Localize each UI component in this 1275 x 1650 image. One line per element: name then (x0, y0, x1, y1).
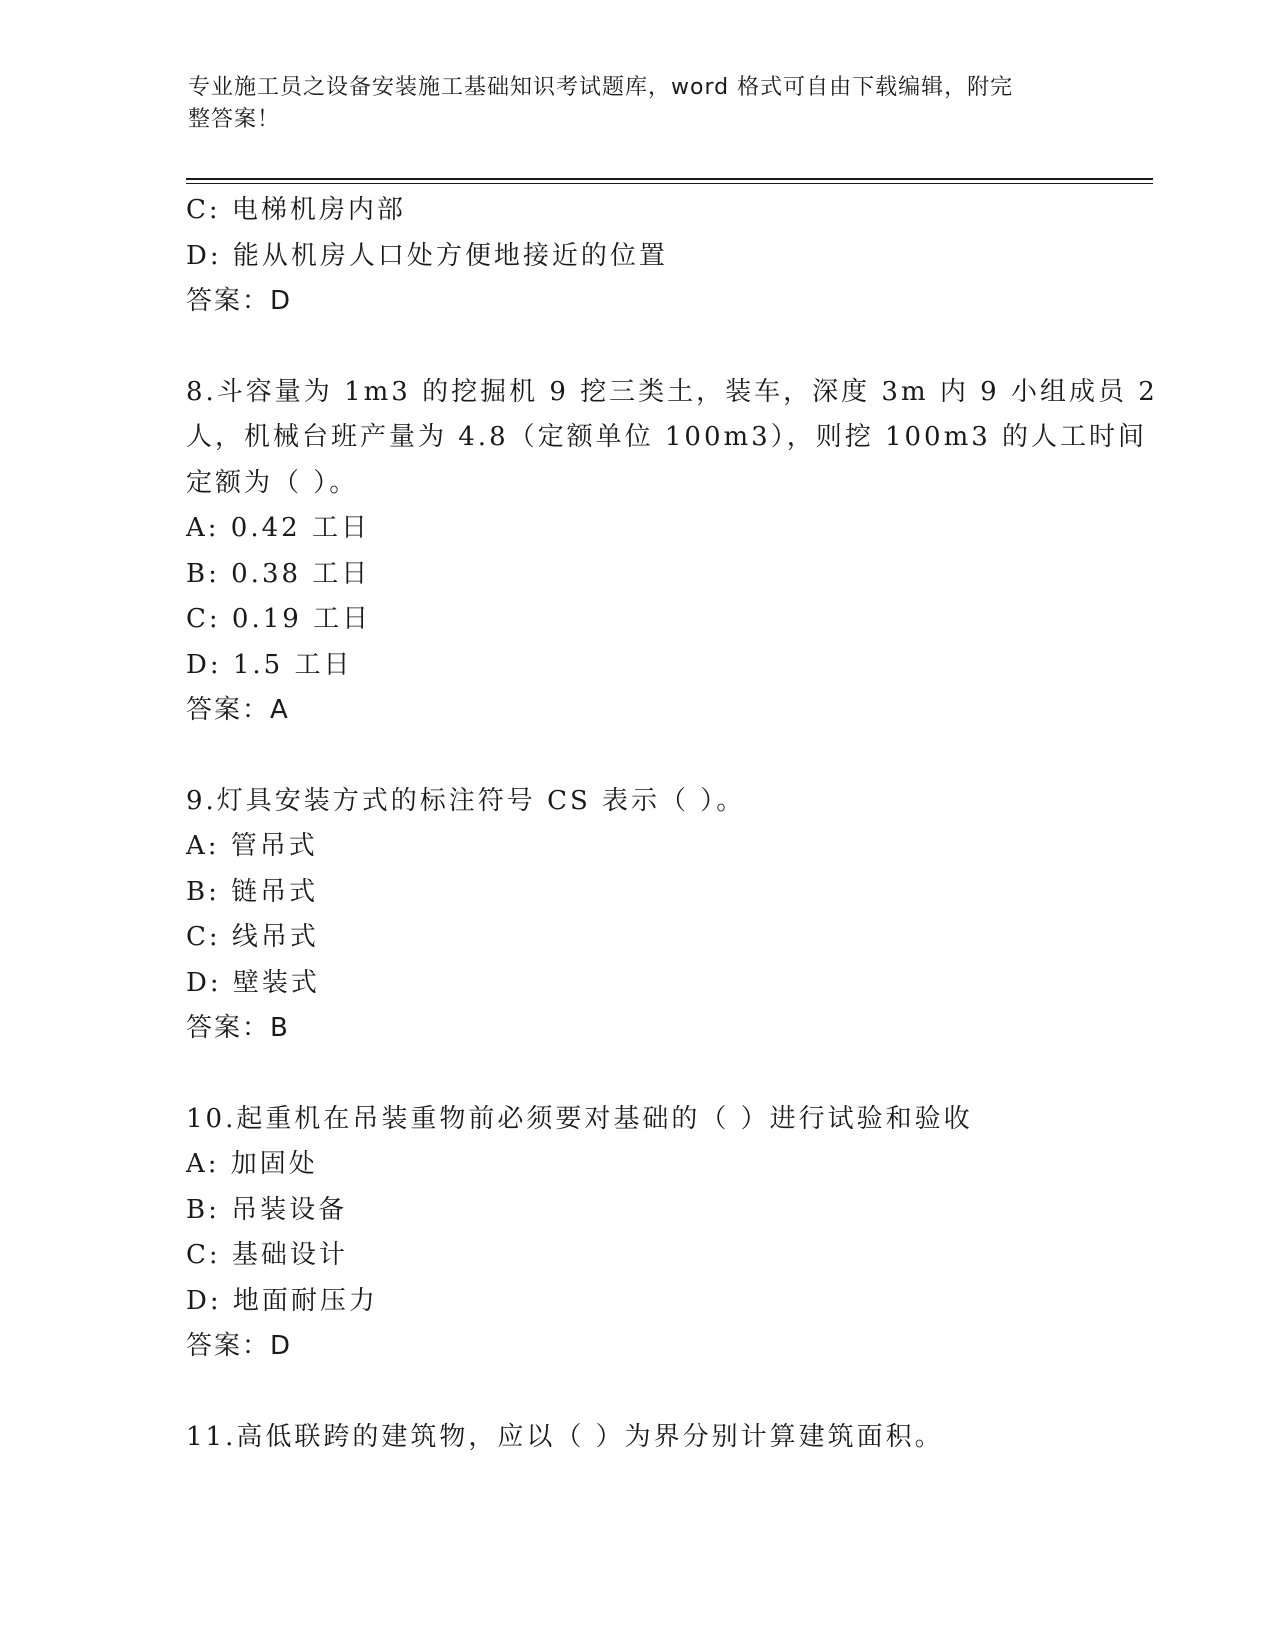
question-stem-line: 9.灯具安装方式的标注符号 CS 表示（ ）。 (186, 785, 746, 816)
option-d: D: 地面耐压力 (186, 1285, 378, 1316)
option-c: C: 0.19 工日 (186, 604, 372, 634)
question-stem-line: 人，机械台班产量为 4.8（定额单位 100m3），则挖 100m3 的人工时间 (186, 422, 1148, 452)
answer-line: 答案：D (186, 286, 293, 316)
option-b: B: 吊装设备 (186, 1194, 348, 1225)
answer-line: 答案：B (186, 1013, 290, 1043)
header-divider-thick (186, 178, 1153, 180)
option-a: A: 加固处 (186, 1149, 318, 1179)
question-stem-line: 8.斗容量为 1m3 的挖掘机 9 挖三类土，装车，深度 3m 内 9 小组成员 2 (186, 376, 1158, 407)
answer-line: 答案：D (186, 1331, 293, 1361)
header-divider-thin (186, 183, 1153, 184)
option-a: A: 0.42 工日 (186, 513, 370, 543)
option-d: D: 1.5 工日 (186, 649, 353, 680)
carryover-block (186, 188, 1086, 325)
option-c: C: 基础设计 (186, 1240, 348, 1270)
option-b: B: 链吊式 (186, 876, 319, 907)
question-content (186, 188, 1158, 1460)
question-10 (186, 1097, 1086, 1370)
question-9 (186, 779, 1086, 1052)
option-b: B: 0.38 工日 (186, 558, 371, 589)
answer-line: 答案：A (186, 695, 290, 725)
document-header (188, 72, 1068, 136)
question-stem-line: 定额为（ ）。 (186, 467, 359, 498)
header-line-2: 整答案！ (188, 107, 281, 132)
option-d: D: 壁装式 (186, 967, 320, 998)
option-d: D: 能从机房人口处方便地接近的位置 (186, 240, 668, 271)
option-c: C: 电梯机房内部 (186, 195, 406, 225)
question-11 (186, 1415, 1086, 1461)
header-line-1: 专业施工员之设备安装施工基础知识考试题库，word 格式可自由下载编辑，附完 (188, 75, 1014, 100)
option-a: A: 管吊式 (186, 831, 318, 861)
question-stem-line: 10.起重机在吊装重物前必须要对基础的（ ）进行试验和验收 (186, 1103, 973, 1134)
option-c: C: 线吊式 (186, 922, 319, 952)
question-8 (186, 370, 1158, 734)
question-stem-line: 11.高低联跨的建筑物，应以（ ）为界分别计算建筑面积。 (186, 1421, 944, 1452)
